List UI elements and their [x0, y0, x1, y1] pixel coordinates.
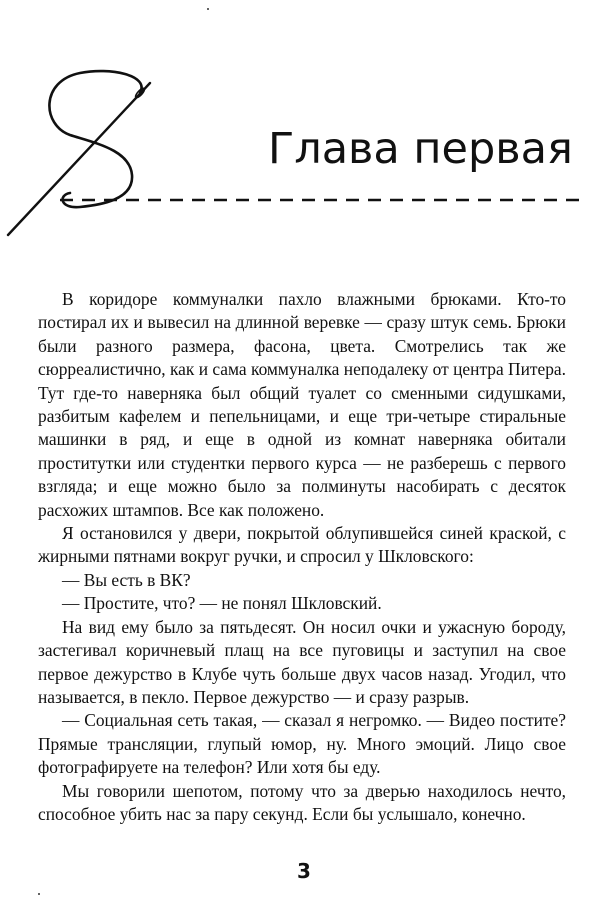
paragraph: — Социальная сеть такая, — сказал я негромко. — Видео постите? Прямые трансляции, глупый юмор, ну. Много эмоций. Лицо свое фотографируете на телефон? Или хотя бы еду. — [38, 710, 566, 778]
paragraph: — Вы есть в ВК? — [62, 569, 191, 590]
stitch-divider — [60, 190, 590, 210]
needle-with-thread-icon — [0, 55, 200, 255]
chapter-body — [38, 288, 566, 826]
paragraph: Мы говорили шепотом, потому что за дверью находилось нечто, способное убить нас за пару секунд. Если бы услышало, конечно. — [38, 780, 566, 824]
scan-speck — [38, 893, 40, 895]
chapter-title: Глава первая — [268, 124, 573, 174]
scan-speck — [207, 8, 209, 10]
paragraph: В коридоре коммуналки пахло влажными брюками. Кто-то постирал их и вывесил на длинной веревке — сразу штук семь. Брюки были разного размера, фасона, цвета. Смотрелись так же сюрреалистично, как и сама коммуналка неподалеку от центра Питера. Тут где-то наверняка был общий туалет со сменными сидушками, разбитым кафелем и пепельницами, и еще три-четыре стиральные машинки в ряд, и еще в одной из комнат наверняка обитали проститутки или студентки первого курса — не разберешь с первого взгляда; и еще можно было за полминуты насобирать с десяток расхожих штампов. Все как положено. — [38, 289, 566, 520]
page-number: 3 — [297, 859, 311, 883]
paragraph: На вид ему было за пятьдесят. Он носил очки и ужасную бороду, застегивал коричневый плащ на все пуговицы и заступил на свое первое дежурство в Клубе чуть больше двух часов назад. Угодил, что называется, в пекло. Первое дежурство — и сразу разрыв. — [38, 616, 566, 707]
paragraph: Я остановился у двери, покрытой облупившейся синей краской, с жирными пятнами вокруг ручки, и спросил у Шкловского: — [38, 523, 566, 567]
paragraph: — Простите, что? — не понял Шкловский. — [62, 593, 382, 614]
